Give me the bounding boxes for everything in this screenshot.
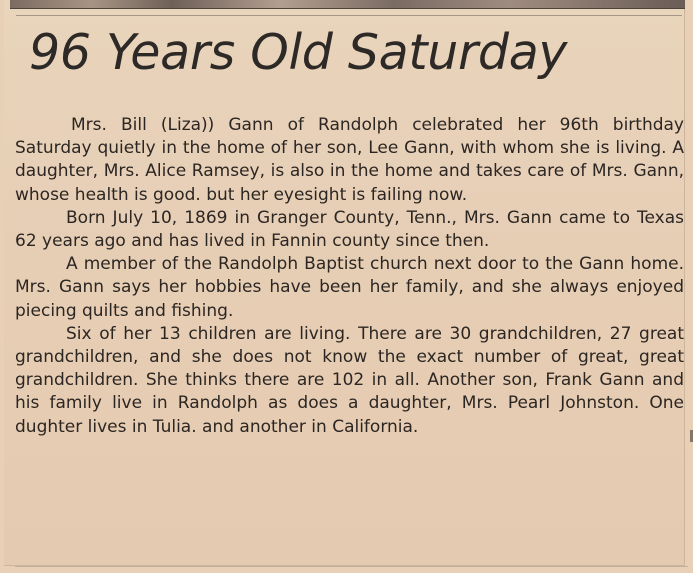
article-paragraph-3: A member of the Randolph Baptist church next door to the Gann home. Mrs. Gann says her hobbies have been her family, and she always enjoyed piecing quilts and fishing. (15, 254, 684, 321)
top-divider (16, 15, 682, 16)
article-paragraph-1: Mrs. Bill (Liza)) Gann of Randolph celebrated her 96th birthday Saturday quietly in the home of her son, Lee Gann, with whom she is living. A daughter, Mrs. Alice Ramsey, is also in the home and takes care of Mrs. Gann, whose health is good. but her eyesight is failing now. (15, 115, 684, 205)
article-headline: 96 Years Old Saturday (29, 24, 568, 81)
article-paragraph-2: Born July 10, 1869 in Granger County, Tenn., Mrs. Gann came to Texas 62 years ago and has lived in Fannin county since then. (15, 207, 684, 252)
article-body (15, 114, 684, 439)
article-paragraph-4: Six of her 13 children are living. There are 30 grandchildren, 27 great grandchildren, and she does not know the exact number of great, great grandchildren. She thinks there are 102 in all. Another son, Frank Gann and his family live in Randolph as does a daughter, Mrs. Pearl Johnston. One dughter lives in Tulia. and another in California. (15, 323, 684, 437)
top-photo-strip (10, 0, 685, 9)
bottom-divider (15, 566, 688, 567)
newspaper-clipping (4, 0, 685, 566)
